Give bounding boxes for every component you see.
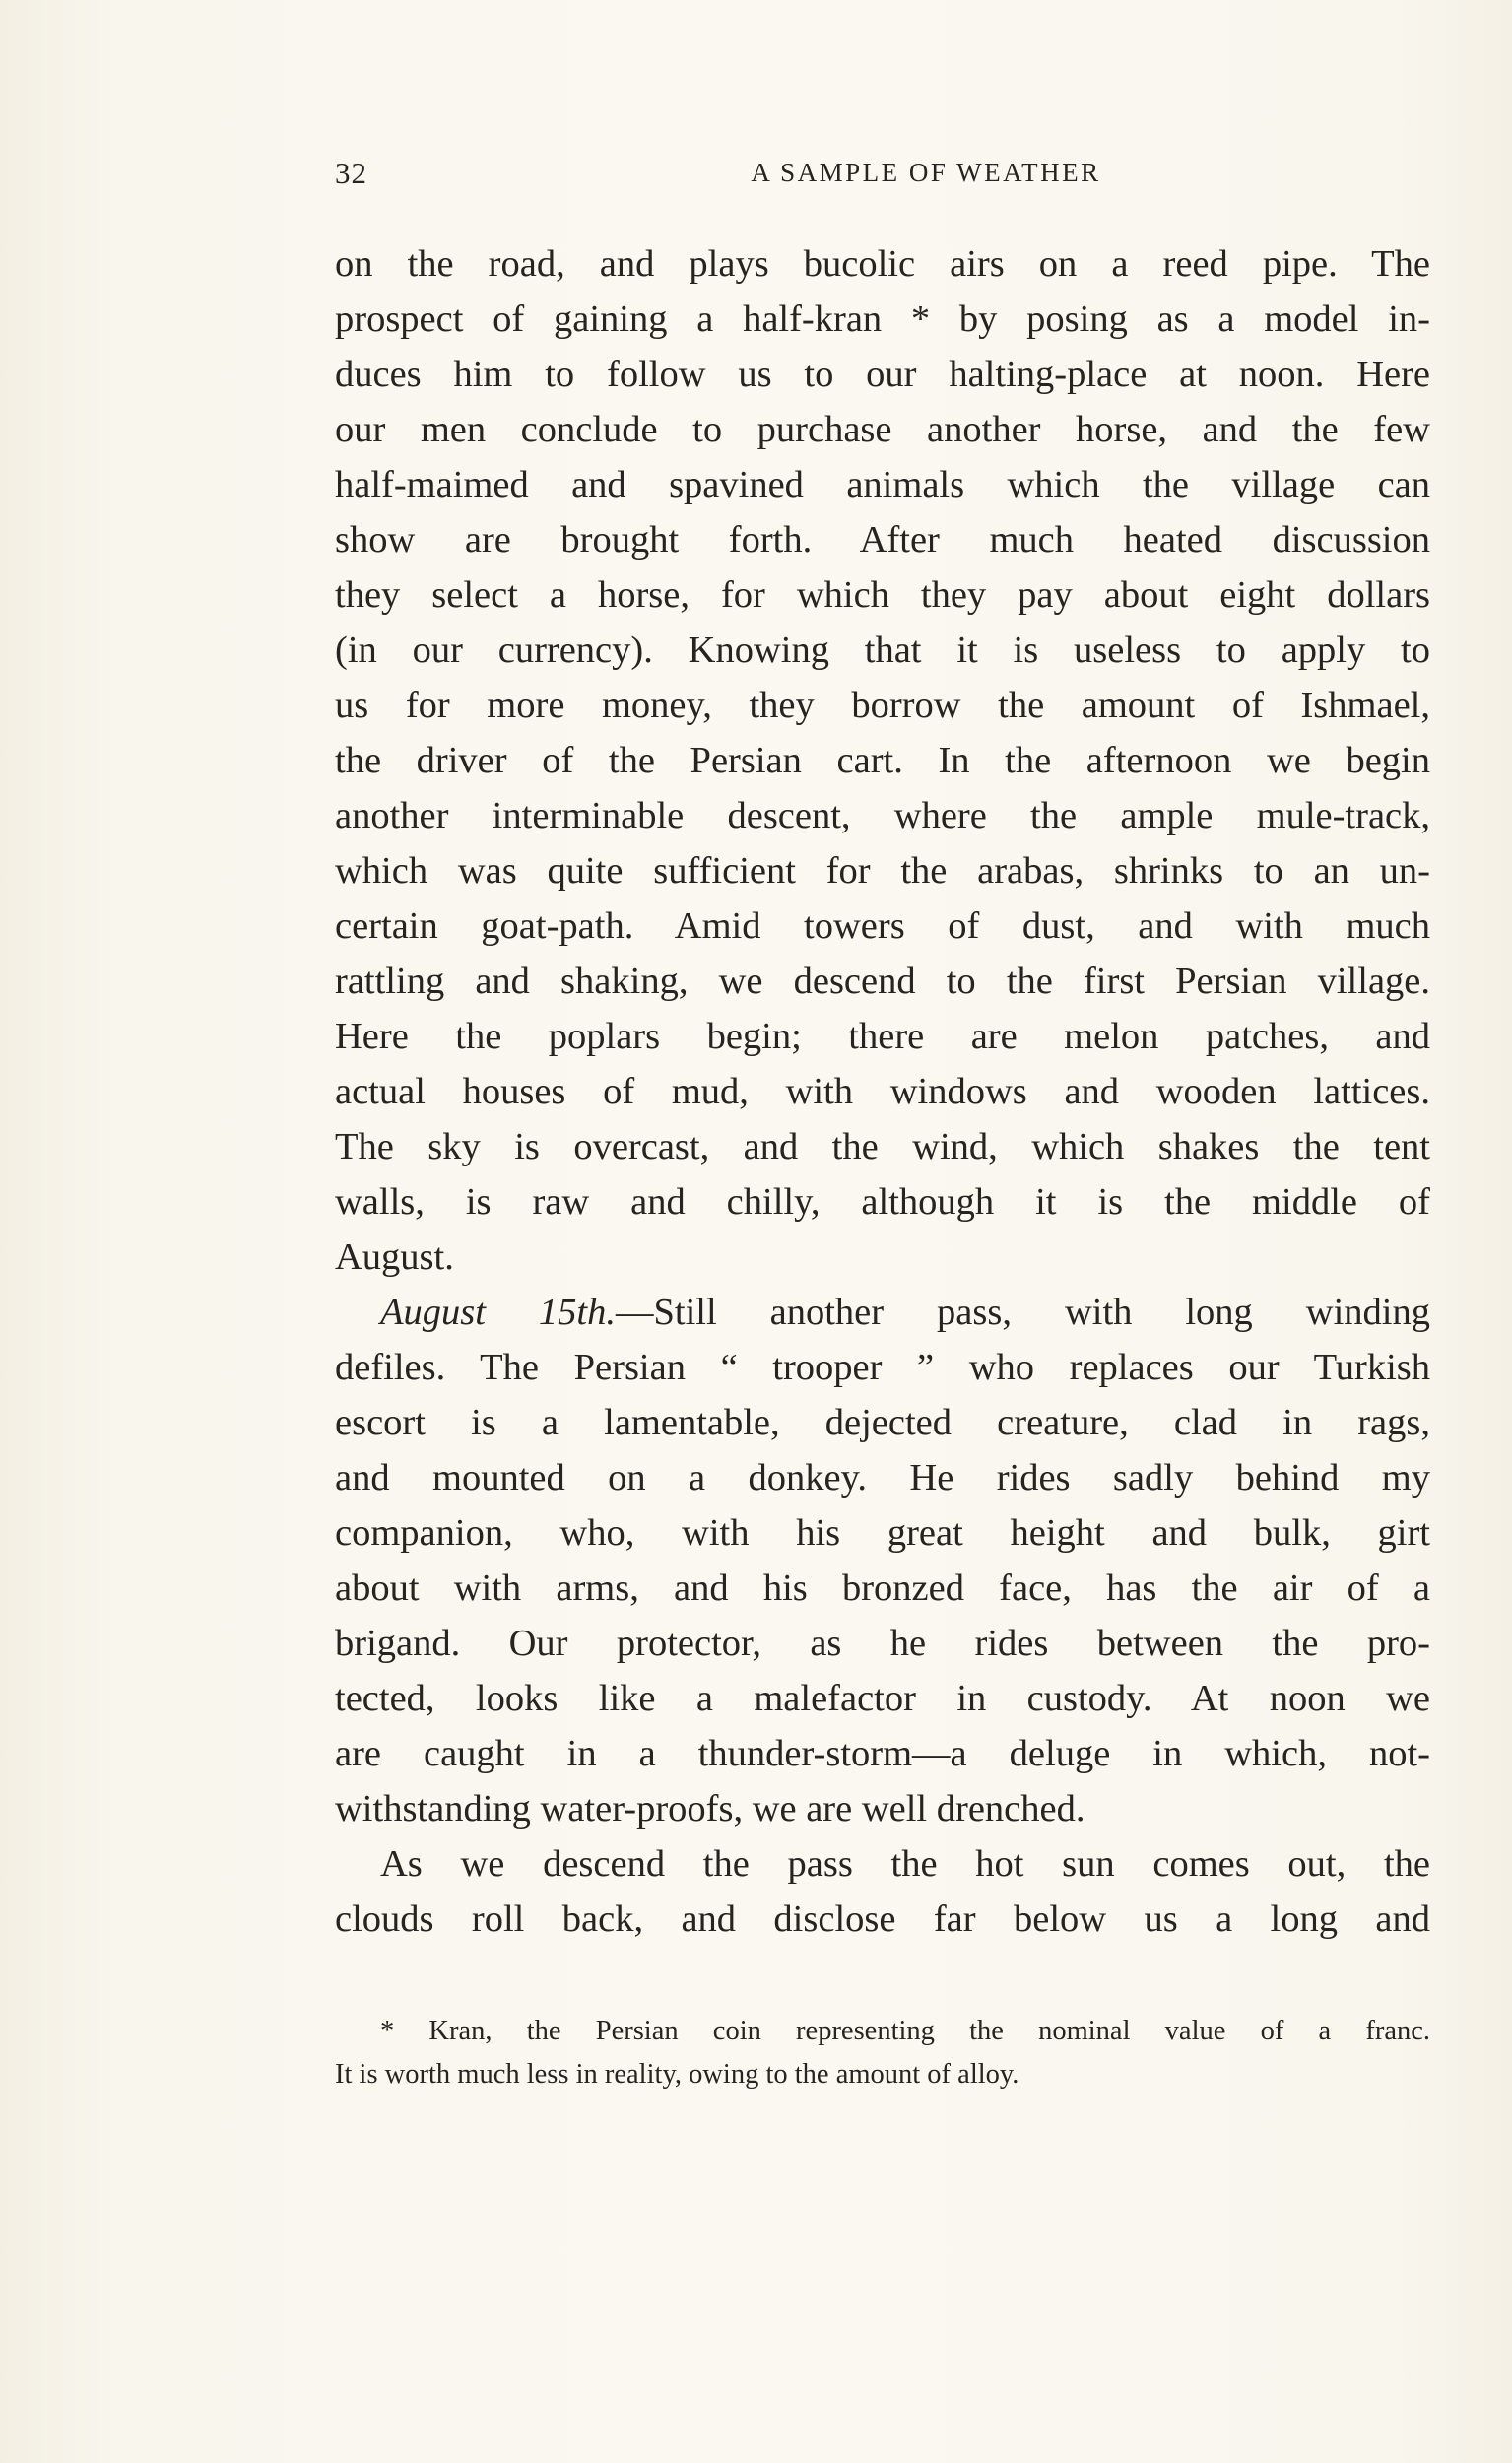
running-head — [335, 156, 1430, 195]
text-line: on the road, and plays bucolic airs on a reed pipe. The — [335, 243, 1430, 285]
text-line: us for more money, they borrow the amount of Ishmael, — [335, 685, 1430, 726]
page-number: 32 — [335, 156, 367, 190]
text-line: half-maimed and spavined animals which the village can — [335, 464, 1430, 505]
text-line: (in our currency). Knowing that it is useless to apply to — [335, 630, 1430, 671]
text-line: show are brought forth. After much heated discussion — [335, 519, 1430, 561]
date-paragraph-first-line — [335, 1285, 1430, 1340]
text-line: rattling and shaking, we descend to the first Persian village. — [335, 961, 1430, 1002]
text-line: defiles. The Persian “ trooper ” who replaces our Turkish — [335, 1347, 1430, 1388]
body-text — [335, 236, 1430, 1947]
text-line: the driver of the Persian cart. In the afternoon we begin — [335, 740, 1430, 781]
text-line: and mounted on a donkey. He rides sadly behind my — [335, 1457, 1430, 1498]
footnote-line: * Kran, the Persian coin representing the nominal value of a franc. — [380, 2016, 1430, 2046]
date-line-text: —Still another pass, with long winding — [615, 1292, 1430, 1333]
text-line: companion, who, with his great height and bulk, girt — [335, 1512, 1430, 1554]
text-line: they select a horse, for which they pay about eight dollars — [335, 574, 1430, 616]
text-line: duces him to follow us to our halting-place at noon. Here — [335, 354, 1430, 395]
text-line: withstanding water-proofs, we are well drenched. — [335, 1788, 1085, 1830]
text-line: The sky is overcast, and the wind, which shakes the tent — [335, 1126, 1430, 1167]
text-line: walls, is raw and chilly, although it is the middle of — [335, 1181, 1430, 1223]
text-line: clouds roll back, and disclose far below us a long and — [335, 1898, 1430, 1940]
running-title: A SAMPLE OF WEATHER — [751, 158, 1101, 187]
date-heading: August 15th. — [380, 1292, 616, 1333]
text-line: brigand. Our protector, as he rides between the pro- — [335, 1623, 1430, 1664]
text-line: Here the poplars begin; there are melon patches, and — [335, 1016, 1430, 1057]
footnote — [335, 2010, 1430, 2097]
text-line: which was quite sufficient for the arabas, shrinks to an un- — [335, 850, 1430, 892]
text-line: certain goat-path. Amid towers of dust, and with much — [335, 905, 1430, 947]
text-line: prospect of gaining a half-kran * by posing as a model in- — [335, 299, 1430, 340]
text-line: another interminable descent, where the ample mule-track, — [335, 795, 1430, 836]
text-line: about with arms, and his bronzed face, has the air of a — [335, 1567, 1430, 1609]
footnote-line: It is worth much less in reality, owing to the amount of alloy. — [335, 2059, 1019, 2090]
text-line: actual houses of mud, with windows and wooden lattices. — [335, 1071, 1430, 1112]
text-line: tected, looks like a malefactor in custody. At noon we — [335, 1678, 1430, 1719]
text-line: our men conclude to purchase another horse, and the few — [335, 409, 1430, 450]
text-line: escort is a lamentable, dejected creature, clad in rags, — [335, 1402, 1430, 1443]
text-line: August. — [335, 1236, 454, 1278]
text-line: As we descend the pass the hot sun comes out, the — [380, 1843, 1430, 1885]
text-line: are caught in a thunder-storm—a deluge in which, not- — [335, 1733, 1430, 1774]
